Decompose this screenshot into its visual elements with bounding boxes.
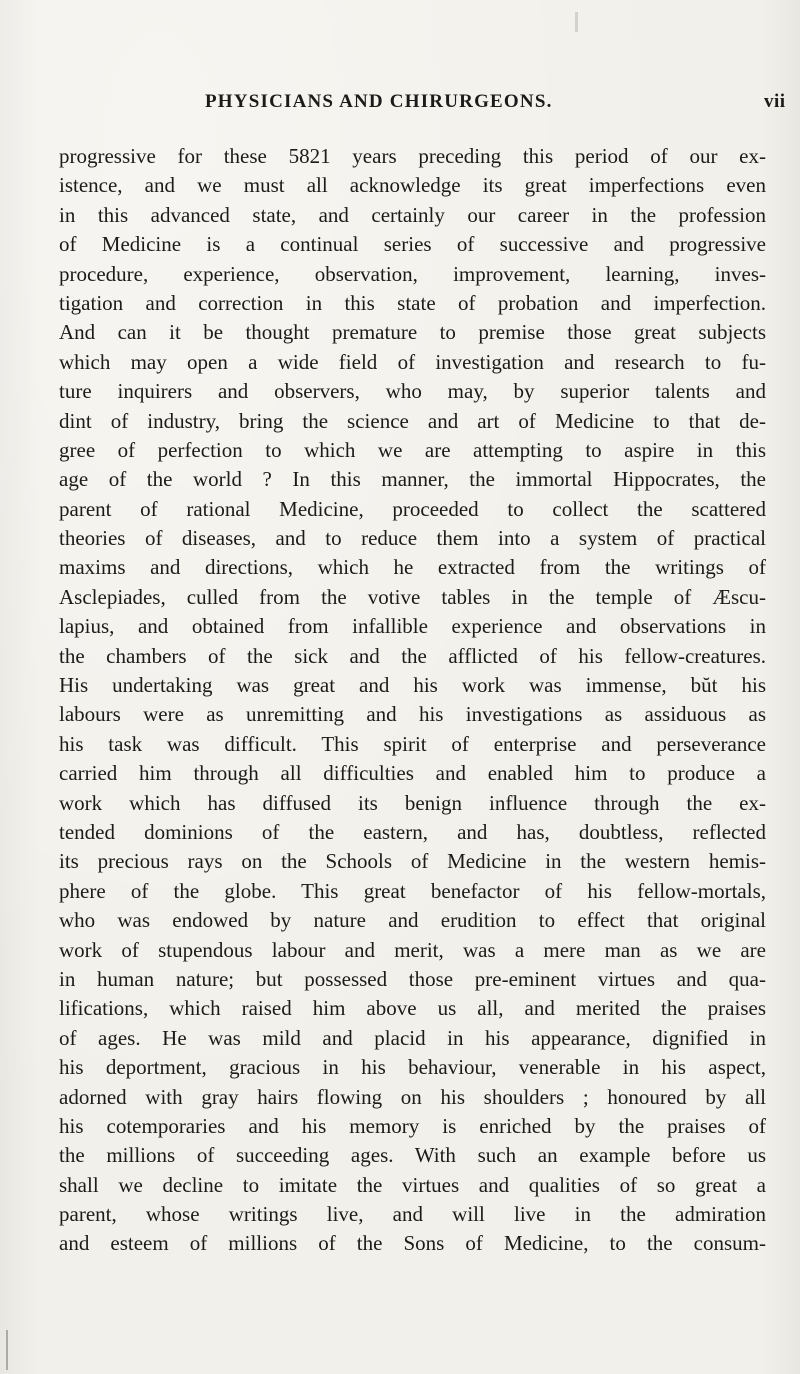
- text-line: the chambers of the sick and the afflicted of his fellow-creatures.: [59, 643, 766, 668]
- text-line: his cotemporaries and his memory is enriched by the praises of: [59, 1113, 766, 1138]
- text-line: maxims and directions, which he extracted from the writings of: [59, 555, 766, 580]
- text-line: dint of industry, bring the science and art of Medicine to that de-: [59, 408, 766, 433]
- text-line: procedure, experience, observation, improvement, learning, inves-: [59, 261, 766, 286]
- text-line: ture inquirers and observers, who may, by superior talents and: [59, 379, 766, 404]
- text-line: his task was difficult. This spirit of enterprise and perseverance: [59, 731, 766, 756]
- text-line: lifications, which raised him above us all, and merited the praises: [59, 996, 766, 1021]
- text-line: istence, and we must all acknowledge its great imperfections even: [59, 173, 766, 198]
- page-header: [0, 91, 800, 121]
- text-line: age of the world ? In this manner, the immortal Hippocrates, the: [59, 467, 766, 492]
- text-line: Asclepiades, culled from the votive tables in the temple of Æscu-: [59, 584, 766, 609]
- text-line: parent of rational Medicine, proceeded to collect the scattered: [59, 496, 766, 521]
- text-line: tended dominions of the eastern, and has, doubtless, reflected: [59, 819, 766, 844]
- text-line: his deportment, gracious in his behaviour, venerable in his aspect,: [59, 1055, 766, 1080]
- text-line: in this advanced state, and certainly our career in the profession: [59, 202, 766, 227]
- page-edge-mark: [6, 1330, 8, 1370]
- text-line: And can it be thought premature to premise those great subjects: [59, 320, 766, 345]
- text-line: lapius, and obtained from infallible experience and observations in: [59, 614, 766, 639]
- text-line: carried him through all difficulties and enabled him to produce a: [59, 761, 766, 786]
- body-paragraph: [59, 142, 766, 1259]
- text-line: tigation and correction in this state of probation and imperfection.: [59, 290, 766, 315]
- text-line: gree of perfection to which we are attempting to aspire in this: [59, 437, 766, 462]
- text-line: work which has diffused its benign influence through the ex-: [59, 790, 766, 815]
- text-line: in human nature; but possessed those pre-eminent virtues and qua-: [59, 966, 766, 991]
- text-line: work of stupendous labour and merit, was a mere man as we are: [59, 937, 766, 962]
- running-title: PHYSICIANS AND CHIRURGEONS.: [205, 91, 553, 112]
- text-line: shall we decline to imitate the virtues and qualities of so great a: [59, 1172, 766, 1197]
- text-line: the millions of succeeding ages. With such an example before us: [59, 1143, 766, 1168]
- text-line: and esteem of millions of the Sons of Medicine, to the consum-: [59, 1231, 766, 1256]
- text-line: theories of diseases, and to reduce them into a system of practical: [59, 526, 766, 551]
- text-line: phere of the globe. This great benefactor of his fellow-mortals,: [59, 878, 766, 903]
- text-line: which may open a wide field of investigation and research to fu-: [59, 349, 766, 374]
- page-smudge: [575, 12, 578, 32]
- text-line: adorned with gray hairs flowing on his shoulders ; honoured by all: [59, 1084, 766, 1109]
- text-line: parent, whose writings live, and will live in the admiration: [59, 1202, 766, 1227]
- text-line: labours were as unremitting and his investigations as assiduous as: [59, 702, 766, 727]
- text-line: who was endowed by nature and erudition to effect that original: [59, 908, 766, 933]
- text-line: progressive for these 5821 years preceding this period of our ex-: [59, 144, 766, 168]
- text-line: of ages. He was mild and placid in his appearance, dignified in: [59, 1025, 766, 1050]
- text-line: His undertaking was great and his work was immense, bŭt his: [59, 673, 766, 698]
- text-line: of Medicine is a continual series of successive and progressive: [59, 232, 766, 257]
- text-line: its precious rays on the Schools of Medicine in the western hemis-: [59, 849, 766, 874]
- page-number: vii: [764, 91, 786, 112]
